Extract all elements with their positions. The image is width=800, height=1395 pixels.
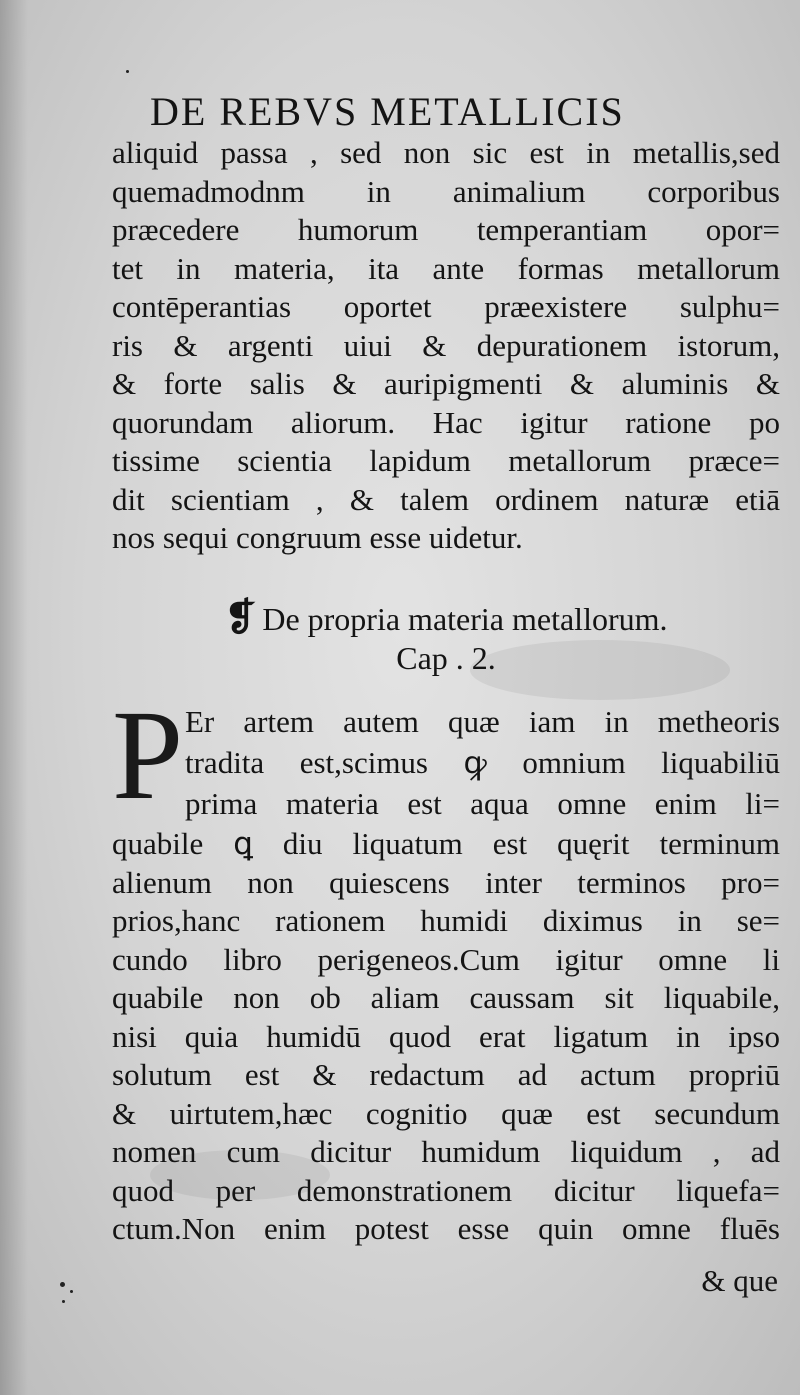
running-head: DE REBVS METALLICIS bbox=[150, 89, 625, 134]
text-line: prima materia est aqua omne enim li= bbox=[185, 786, 780, 821]
text-line: prios,hanc rationem humidi diximus in se= bbox=[112, 903, 780, 938]
page-edge-shadow bbox=[0, 0, 28, 1395]
pilcrow-mark: ❡ bbox=[224, 597, 257, 639]
chapter-heading bbox=[112, 598, 780, 639]
catchword: & que bbox=[701, 1263, 778, 1298]
text-line: nomen cum dicitur humidum liquidum , ad bbox=[112, 1134, 780, 1169]
text-line: tet in materia, ita ante formas metallorum bbox=[112, 250, 780, 286]
paragraph-2 bbox=[112, 825, 780, 1249]
text-line: tissime scientia lapidum metallorum præce= bbox=[112, 443, 780, 478]
drop-cap-lines bbox=[185, 701, 780, 824]
chapter-title: De propria materia metallorum. bbox=[262, 601, 668, 637]
text-line: quemadmodnm in animalium corporibus bbox=[112, 173, 780, 209]
text-line: nisi quia humidū quod erat ligatum in ipso bbox=[112, 1018, 780, 1054]
chapter-number: Cap . 2. bbox=[396, 640, 496, 676]
text-line: Er artem autem quæ iam in metheoris bbox=[185, 704, 780, 739]
text-line: & uirtutem,hæc cognitio quæ est secundum bbox=[112, 1095, 780, 1131]
drop-cap: P bbox=[112, 684, 184, 826]
ink-speck bbox=[60, 1282, 65, 1287]
text-line: cundo libro perigeneos.Cum igitur omne li bbox=[112, 941, 780, 977]
text-line: quabile non ob aliam caussam sit liquabile, bbox=[112, 980, 780, 1015]
text-line: alienum non quiescens inter terminos pro= bbox=[112, 864, 780, 900]
ink-speck bbox=[62, 1300, 65, 1303]
paragraph-1 bbox=[112, 134, 780, 558]
text-line: dit scientiam , & talem ordinem naturæ etiā bbox=[112, 481, 780, 517]
text-line: quod per demonstrationem dicitur liquefa= bbox=[112, 1172, 780, 1208]
text-line: quorundam aliorum. Hac igitur ratione po bbox=[112, 404, 780, 440]
text-line: nos sequi congruum esse uidetur. bbox=[112, 520, 523, 555]
text-line: ris & argenti uiui & depurationem istorum, bbox=[112, 327, 780, 363]
text-line: solutum est & redactum ad actum propriū bbox=[112, 1057, 780, 1092]
text-line: ctum.Non enim potest esse quin omne fluēs bbox=[112, 1211, 780, 1246]
text-line: quabile ꝗ diu liquatum est quęrit terminum bbox=[112, 826, 780, 861]
text-line: & forte salis & auripigmenti & aluminis & bbox=[112, 366, 780, 401]
text-line: præcedere humorum temperantiam opor= bbox=[112, 212, 780, 247]
text-line: contēperantias oportet præexistere sulphu= bbox=[112, 289, 780, 324]
text-line: tradita est,scimus ꝙ omnium liquabiliū bbox=[185, 745, 780, 780]
ink-speck bbox=[126, 70, 129, 73]
text-line: aliquid passa , sed non sic est in metallis,sed bbox=[112, 135, 780, 170]
ink-speck bbox=[70, 1290, 73, 1293]
